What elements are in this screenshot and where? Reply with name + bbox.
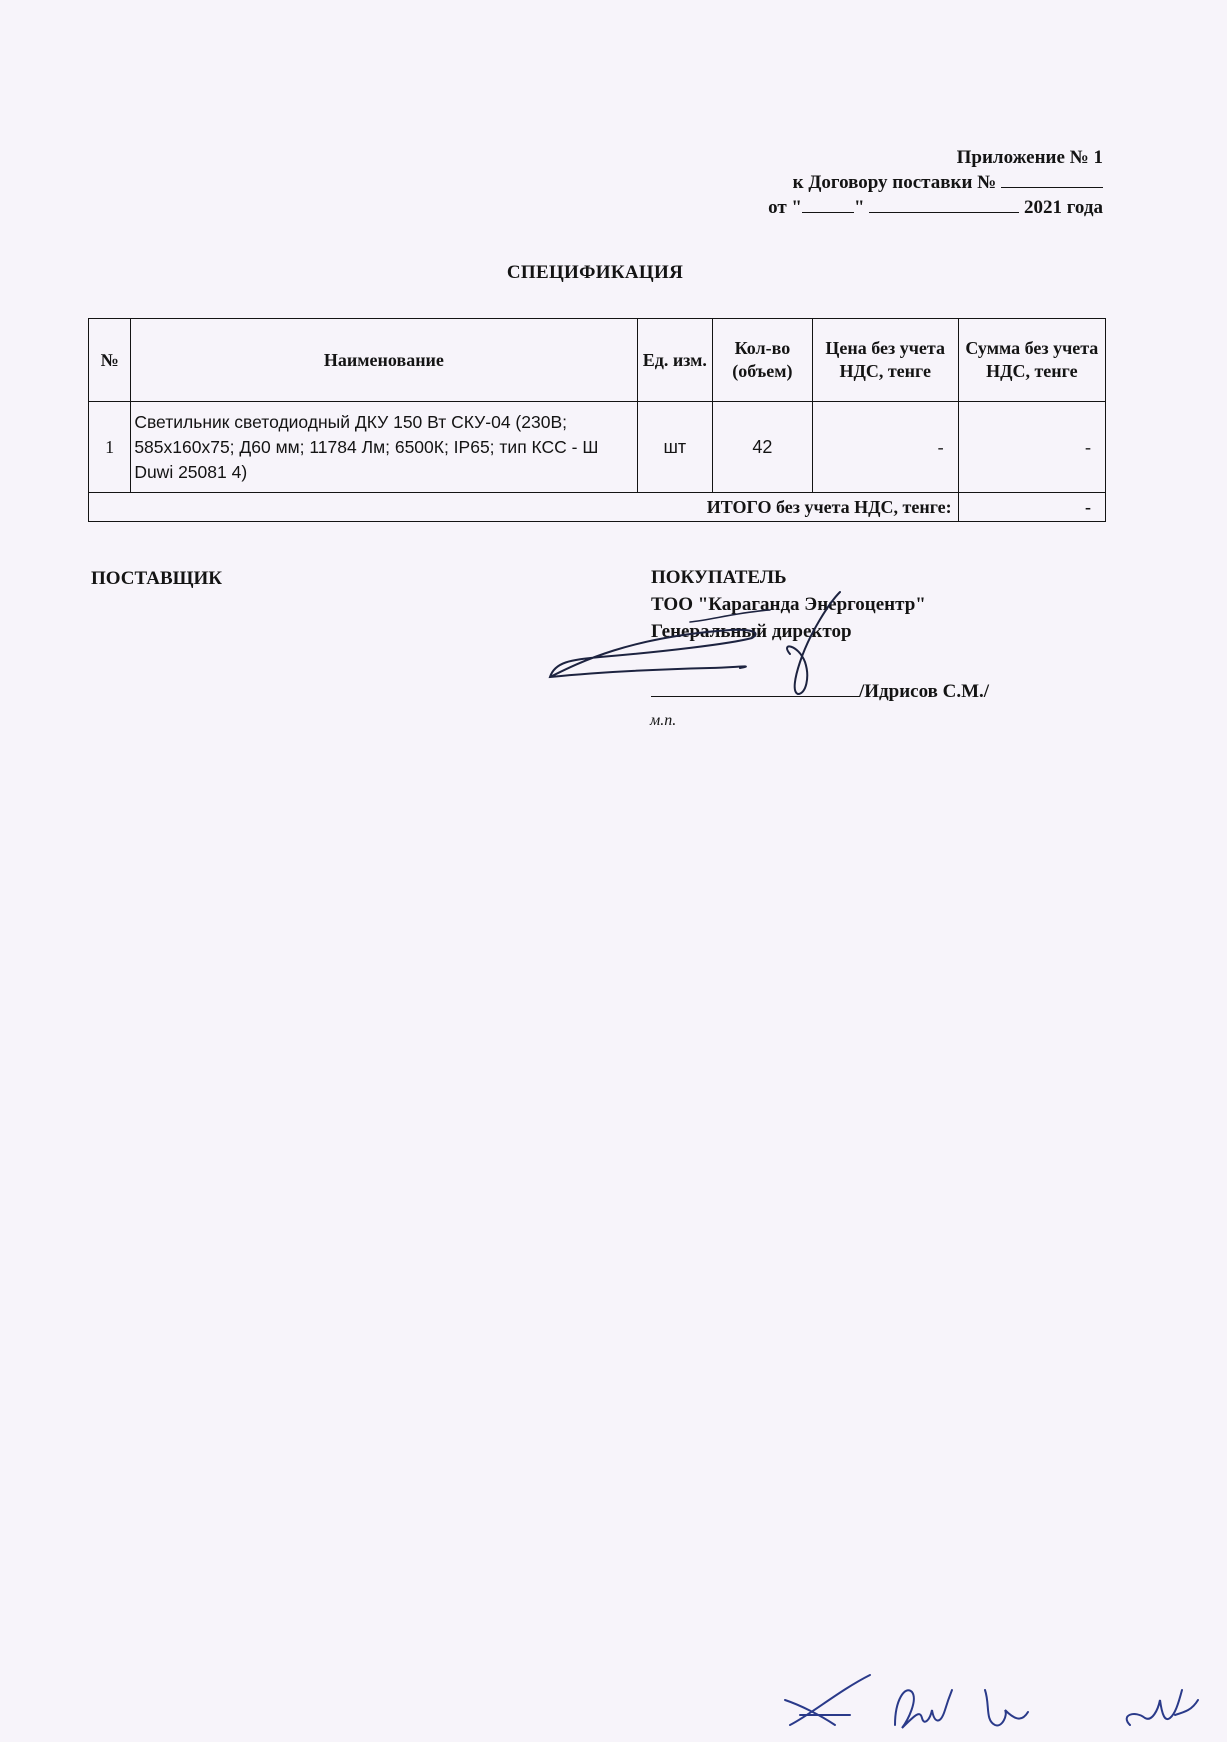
contract-reference: к Договору поставки №	[768, 170, 1103, 195]
row-price: -	[812, 402, 958, 493]
header-qty: Кол-во (объем)	[713, 319, 813, 402]
header-sum: Сумма без учета НДС, тенге	[958, 319, 1105, 402]
date-day-blank	[802, 196, 854, 213]
header-price: Цена без учета НДС, тенге	[812, 319, 958, 402]
row-qty: 42	[713, 402, 813, 493]
header-num: №	[89, 319, 131, 402]
stamp-place-label: м.п.	[650, 712, 677, 729]
buyer-label: ПОКУПАТЕЛЬ	[651, 567, 787, 588]
header-unit: Ед. изм.	[637, 319, 713, 402]
contract-date: от " " 2021 года	[768, 197, 1103, 218]
table-header-row	[89, 319, 1106, 402]
row-unit: шт	[637, 402, 713, 493]
row-name: Светильник светодиодный ДКУ 150 Вт СКУ-04 (230В; 585x160x75; Д60 мм; 11784 Лм; 6500К; IP65; тип КСС - Ш Duwi 25081 4)	[131, 402, 637, 493]
buyer-company: ТОО "Караганда Энергоцентр"	[651, 594, 926, 615]
buyer-position: Генеральный директор	[651, 621, 852, 642]
signatory-name: /Идрисов С.М./	[859, 681, 990, 702]
handwritten-signature	[540, 582, 860, 702]
supplier-label: ПОСТАВЩИК	[91, 568, 223, 589]
total-row	[89, 493, 1106, 522]
contract-number-blank	[1001, 171, 1103, 188]
appendix-number: Приложение № 1	[956, 147, 1103, 168]
specification-table	[88, 318, 1106, 522]
total-label: ИТОГО без учета НДС, тенге:	[89, 493, 959, 522]
document-title: СПЕЦИФИКАЦИЯ	[506, 262, 684, 283]
appendix-header	[768, 145, 1103, 220]
date-month-blank	[869, 196, 1019, 213]
row-sum: -	[958, 402, 1105, 493]
total-value: -	[958, 493, 1105, 522]
header-name: Наименование	[131, 319, 637, 402]
row-num: 1	[89, 402, 131, 493]
page-initials	[780, 1670, 1200, 1740]
table-row	[89, 402, 1106, 493]
